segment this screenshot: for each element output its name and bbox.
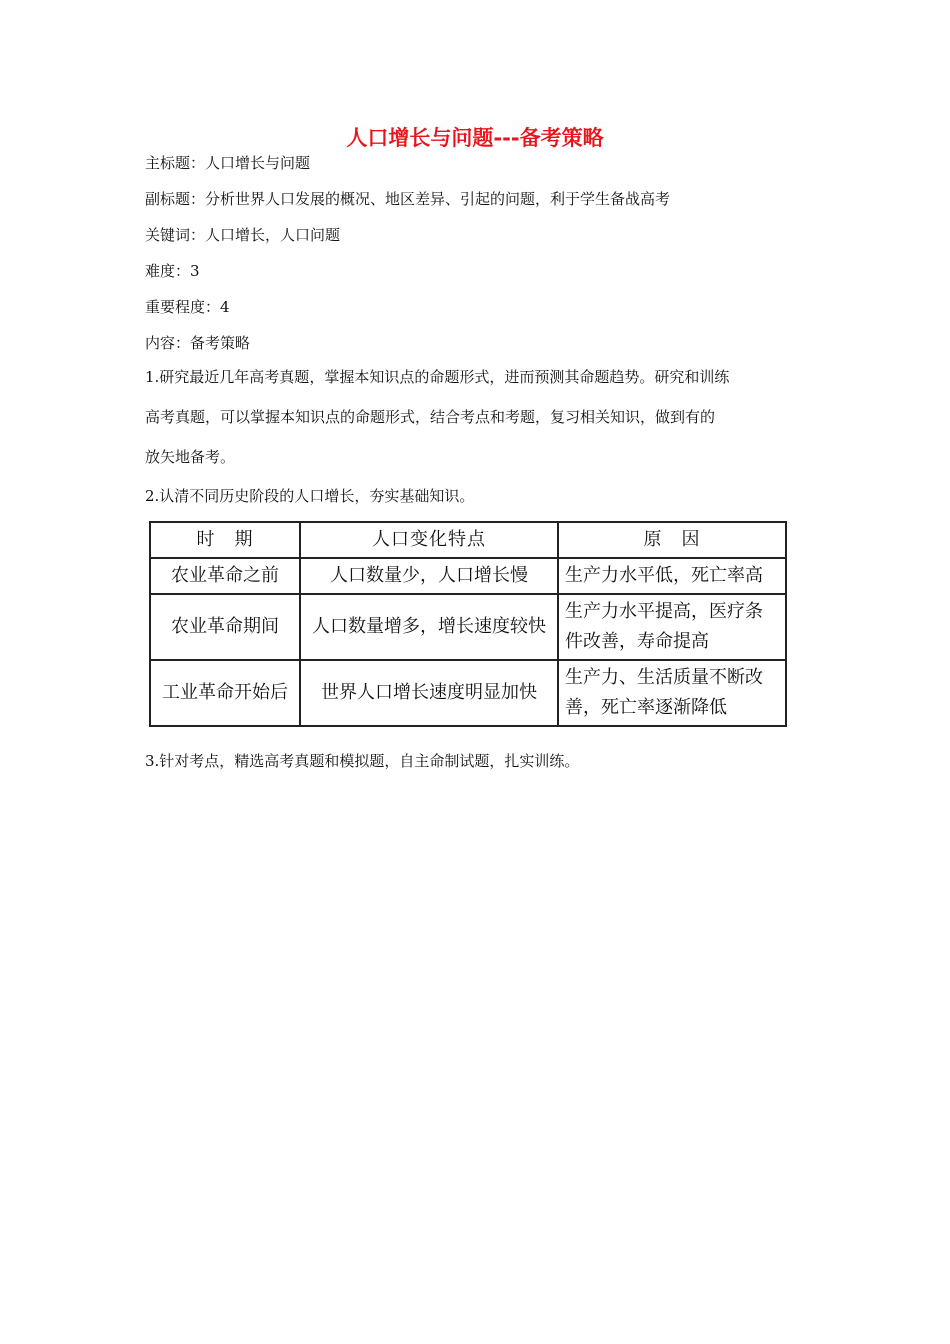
paragraph-1-line-2: 高考真题，可以掌握本知识点的命题形式，结合考点和考题，复习相关知识，做到有的 bbox=[145, 408, 716, 426]
importance-line: 重要程度：4 bbox=[145, 298, 230, 316]
document-title: 人口增长与问题---备考策略 bbox=[346, 126, 604, 150]
paragraph-1 bbox=[145, 357, 805, 477]
keywords-line: 关键词：人口增长，人口问题 bbox=[145, 226, 341, 244]
cell-reason: 生产力水平提高，医疗条件改善，寿命提高 bbox=[558, 594, 786, 660]
difficulty-line: 难度：3 bbox=[145, 262, 200, 280]
cell-period: 农业革命期间 bbox=[150, 594, 300, 660]
paragraph-3: 3.针对考点，精选高考真题和模拟题，自主命制试题，扎实训练。 bbox=[145, 752, 580, 770]
cell-characteristics: 人口数量增多，增长速度较快 bbox=[300, 594, 558, 660]
table-row bbox=[150, 594, 786, 660]
cell-characteristics: 人口数量少，人口增长慢 bbox=[300, 558, 558, 594]
paragraph-1-line-3: 放矢地备考。 bbox=[145, 448, 236, 466]
header-period: 时 期 bbox=[150, 522, 300, 558]
cell-period: 工业革命开始后 bbox=[150, 660, 300, 726]
cell-period: 农业革命之前 bbox=[150, 558, 300, 594]
table-row bbox=[150, 558, 786, 594]
table-header-row bbox=[150, 522, 786, 558]
cell-reason: 生产力水平低，死亡率高 bbox=[558, 558, 786, 594]
content-line: 内容：备考策略 bbox=[145, 334, 251, 352]
header-characteristics: 人口变化特点 bbox=[300, 522, 558, 558]
paragraph-1-line-1: 1.研究最近几年高考真题，掌握本知识点的命题形式，进而预测其命题趋势。研究和训练 bbox=[145, 368, 730, 386]
header-reason: 原 因 bbox=[558, 522, 786, 558]
subtitle-line: 副标题：分析世界人口发展的概况、地区差异、引起的问题，利于学生备战高考 bbox=[145, 190, 671, 208]
cell-reason: 生产力、生活质量不断改善，死亡率逐渐降低 bbox=[558, 660, 786, 726]
cell-characteristics: 世界人口增长速度明显加快 bbox=[300, 660, 558, 726]
main-title-line: 主标题：人口增长与问题 bbox=[145, 154, 311, 172]
table-row bbox=[150, 660, 786, 726]
population-period-table bbox=[149, 521, 787, 727]
paragraph-2: 2.认清不同历史阶段的人口增长，夯实基础知识。 bbox=[145, 487, 475, 505]
